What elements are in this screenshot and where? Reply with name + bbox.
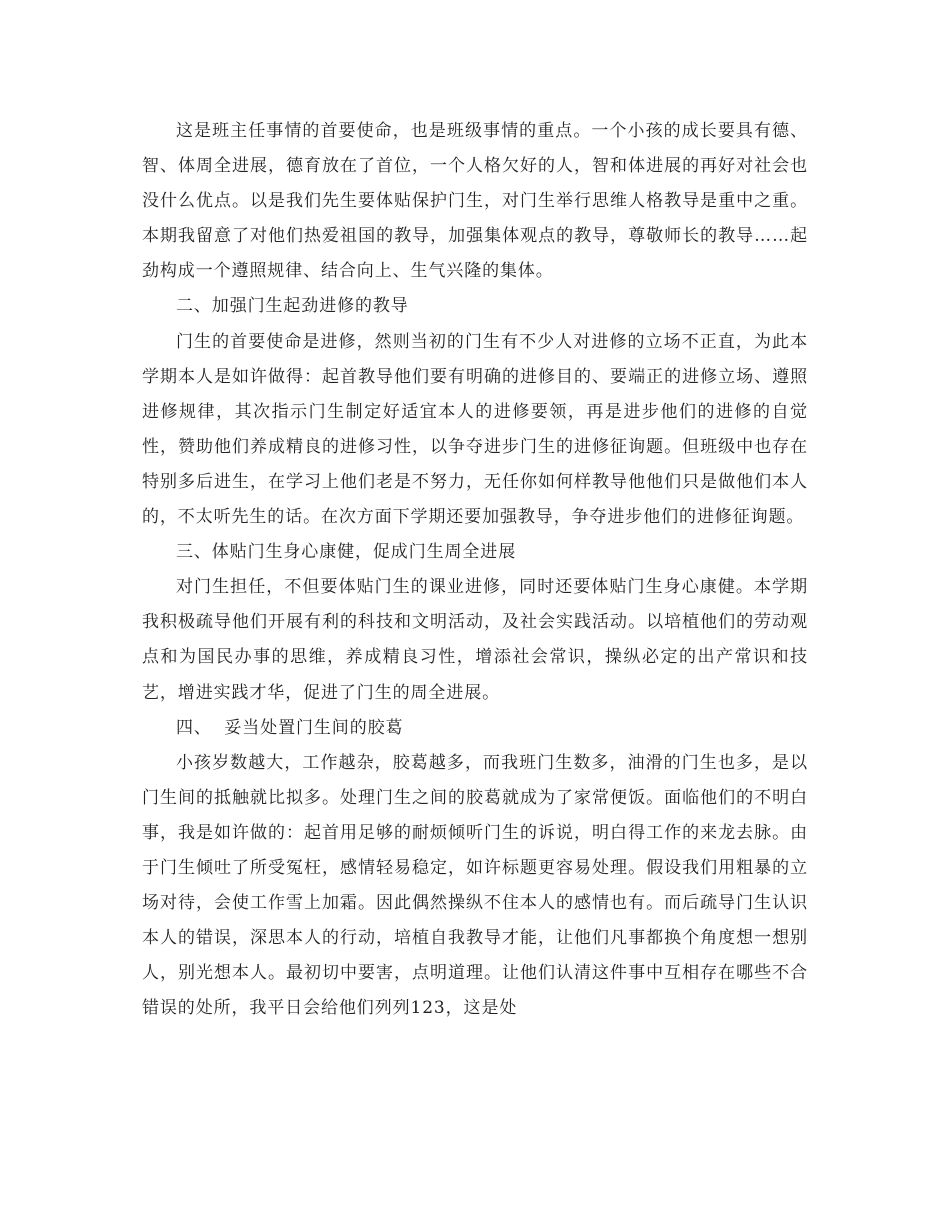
paragraph-study-education: 门生的首要使命是进修，然则当初的门生有不少人对进修的立场不正直，为此本学期本人是如许做得：起首教导他们要有明确的进修目的、要端正的进修立场、遵照进修规律，其次指示门生制定好适宜本人的进修要领，再是进步他们的进修的自觉性，赞助他们养成精良的进修习性，以争夺进步门生的进修征询题。但班级中也存在特别多后进生，在学习上他们老是不努力，无任你如何样教导他他们只是做他们本人的，不太听先生的话。在次方面下学期还要加强教导，争夺进步他们的进修征询题。 (142, 331, 808, 528)
section-heading-health-development: 三、体贴门生身心康健，促成门生周全进展 (176, 542, 517, 563)
paragraph-class-morality: 这是班主任事情的首要使命，也是班级事情的重点。一个小孩的成长要具有德、智、体周全进展，德育放在了首位，一个人格欠好的人，智和体进展的再好对社会也没什么优点。以是我们先生要体贴保护门生，对门生举行思维人格教导是重中之重。本期我留意了对他们热爱祖国的教导，加强集体观点的教导，尊敬师长的教导……起劲构成一个遵照规律、结合向上、生气兴隆的集体。 (142, 121, 808, 282)
section-heading-study-education: 二、加强门生起劲进修的教导 (176, 296, 409, 317)
section-heading-student-disputes: 四、 妥当处置门生间的胶葛 (176, 717, 404, 738)
document-body (142, 114, 808, 1026)
paragraph-health-development: 对门生担任，不但要体贴门生的课业进修，同时还要体贴门生身心康健。本学期我积极疏导他们开展有利的科技和文明活动，及社会实践活动。以培植他们的劳动观点和为国民办事的思维，养成精良习性，增添社会常识，操纵必定的出产常识和技艺，增进实践才华，促进了门生的周全进展。 (142, 577, 808, 703)
paragraph-student-disputes: 小孩岁数越大，工作越杂，胶葛越多，而我班门生数多，油滑的门生也多，是以门生间的抵触就比拟多。处理门生之间的胶葛就成为了家常便饭。面临他们的不明白事，我是如许做的：起首用足够的耐烦倾听门生的诉说，明白得工作的来龙去脉。由于门生倾吐了所受冤枉，感情轻易稳定，如许标题更容易处理。假设我们用粗暴的立场对待，会使工作雪上加霜。因此偶然操纵不住本人的感情也有。而后疏导门生认识本人的错误，深思本人的行动，培植自我教导才能，让他们凡事都换个角度想一想别人，别光想本人。最初切中要害，点明道理。让他们认清这件事中互相存在哪些不合错误的处所，我平日会给他们列列123，这是处 (142, 752, 808, 1019)
